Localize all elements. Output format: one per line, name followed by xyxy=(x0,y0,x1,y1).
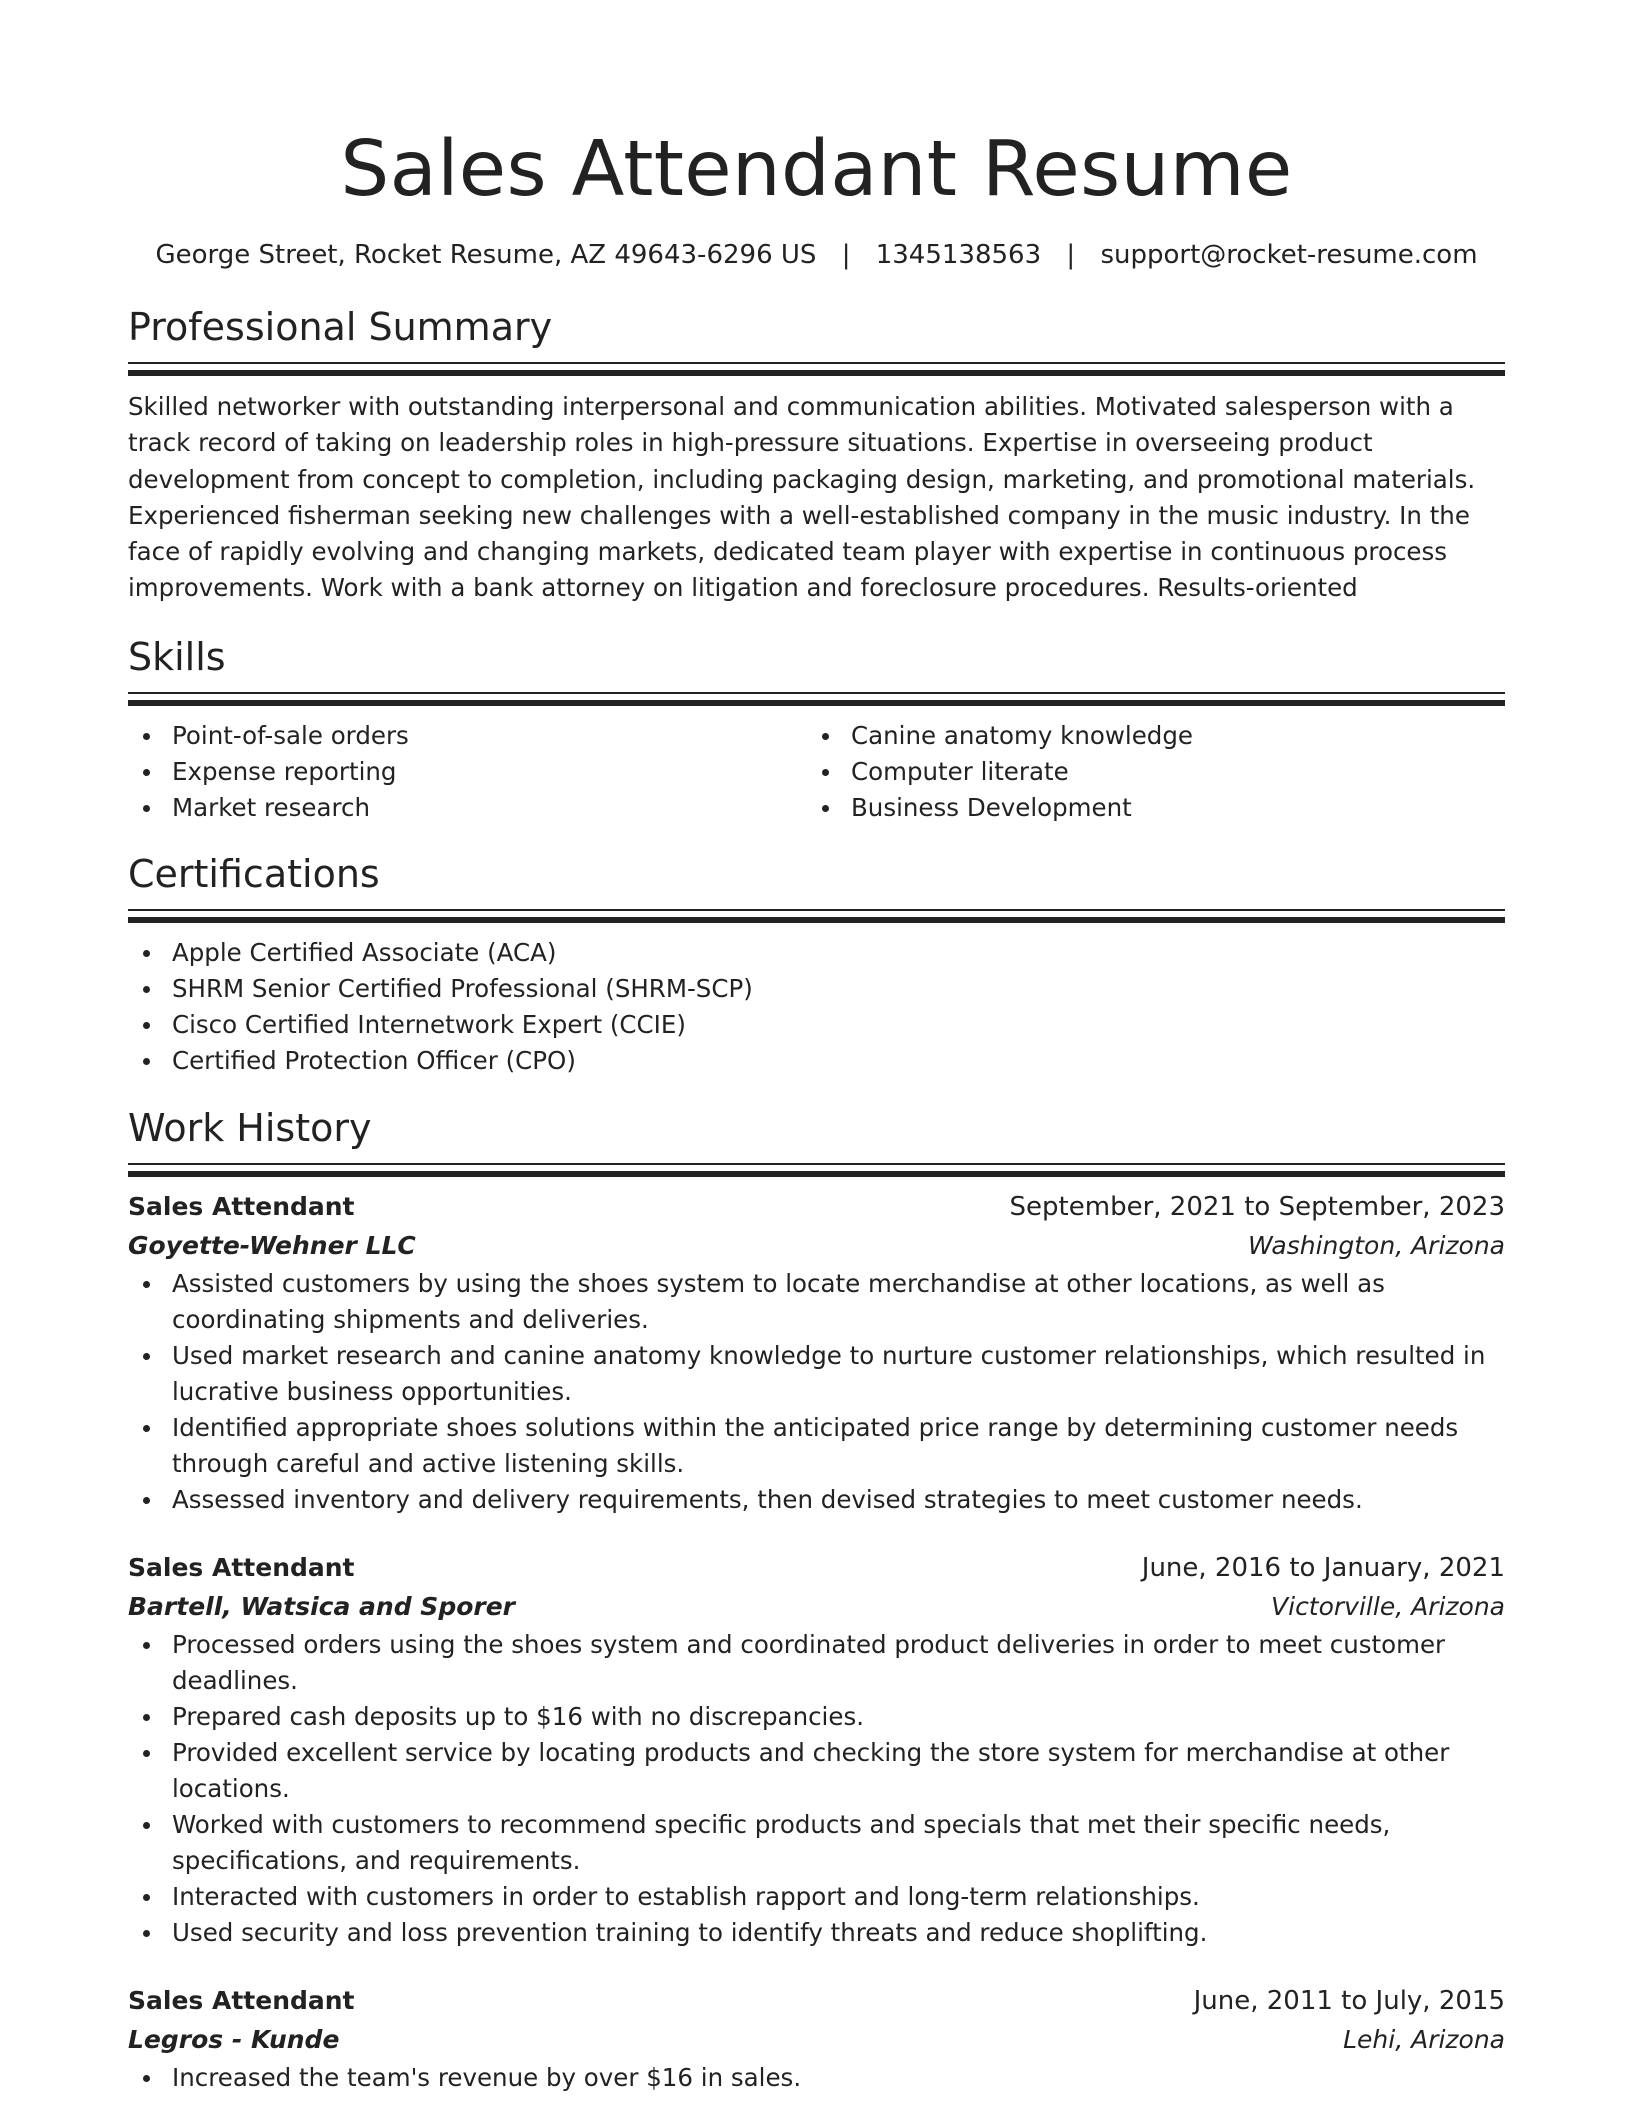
job-bullet: Increased the team's revenue by over $16 in sales. xyxy=(128,2060,1505,2096)
job-location: Lehi, Arizona xyxy=(1343,2024,1505,2054)
certification-item: Apple Certified Associate (ACA) xyxy=(128,935,1505,971)
job-header-row xyxy=(128,1982,1505,2020)
skill-item: Expense reporting xyxy=(128,754,807,790)
section-divider xyxy=(128,909,1505,924)
section-divider xyxy=(128,692,1505,707)
contact-separator: | xyxy=(841,240,851,270)
resume-page xyxy=(128,0,1505,2096)
skills-grid xyxy=(128,718,1505,826)
job-subheader-row xyxy=(128,1587,1505,1627)
contact-line xyxy=(128,237,1505,273)
job-dates: June, 2016 to January, 2021 xyxy=(1141,1552,1505,1583)
job-entry xyxy=(128,1188,1505,1518)
job-bullets xyxy=(128,1627,1505,1951)
skills-section xyxy=(128,632,1505,826)
job-title: Sales Attendant xyxy=(128,1985,355,2015)
work-history-section xyxy=(128,1103,1505,2096)
job-company: Goyette-Wehner LLC xyxy=(128,1230,416,1260)
job-entry xyxy=(128,1549,1505,1951)
skills-column-right xyxy=(807,718,1486,826)
job-subheader-row xyxy=(128,1226,1505,1266)
job-bullet: Processed orders using the shoes system and coordinated product deliveries in order to meet customer deadlines. xyxy=(128,1627,1505,1699)
job-bullet: Provided excellent service by locating products and checking the store system for merchandise at other locations. xyxy=(128,1735,1505,1807)
job-title: Sales Attendant xyxy=(128,1191,355,1221)
job-bullet: Identified appropriate shoes solutions within the anticipated price range by determining customer needs through careful and active listening skills. xyxy=(128,1410,1505,1482)
certification-item: Certified Protection Officer (CPO) xyxy=(128,1043,1505,1079)
job-subheader-row xyxy=(128,2020,1505,2060)
certifications-section xyxy=(128,849,1505,1079)
job-bullet: Prepared cash deposits up to $16 with no discrepancies. xyxy=(128,1699,1505,1735)
skills-heading: Skills xyxy=(128,634,226,679)
skills-column-left xyxy=(128,718,807,826)
job-header-row xyxy=(128,1549,1505,1587)
contact-separator: | xyxy=(1066,240,1076,270)
summary-heading: Professional Summary xyxy=(128,305,553,349)
certification-item: SHRM Senior Certified Professional (SHRM-SCP) xyxy=(128,971,1505,1007)
job-bullets xyxy=(128,2060,1505,2096)
skill-item: Computer literate xyxy=(807,754,1486,790)
job-bullet: Used market research and canine anatomy knowledge to nurture customer relationships, which resulted in lucrative business opportunities. xyxy=(128,1338,1505,1410)
job-bullet: Assessed inventory and delivery requirements, then devised strategies to meet customer needs. xyxy=(128,1482,1505,1518)
job-company: Legros - Kunde xyxy=(128,2024,340,2054)
job-bullet: Worked with customers to recommend specific products and specials that met their specific needs, specifications, and requirements. xyxy=(128,1807,1505,1879)
skill-item: Canine anatomy knowledge xyxy=(807,718,1486,754)
section-divider xyxy=(128,1163,1505,1178)
job-location: Victorville, Arizona xyxy=(1271,1591,1505,1621)
skill-item: Point-of-sale orders xyxy=(128,718,807,754)
job-location: Washington, Arizona xyxy=(1248,1230,1505,1260)
job-bullet: Interacted with customers in order to establish rapport and long-term relationships. xyxy=(128,1879,1505,1915)
job-bullets xyxy=(128,1266,1505,1518)
summary-text: Skilled networker with outstanding interpersonal and communication abilities. Motivated salesperson with a track record of taking on leadership roles in high-pressure situations. Expertise in overseeing product development from concept to completion, including packaging design, marketing, and promotional materials. Experienced fisherman seeking new challenges with a well-established company in the music industry. In the face of rapidly evolving and changing markets, dedicated team player with expertise in continuous process improvements. Work with a bank attorney on litigation and foreclosure procedures. Results-oriented xyxy=(128,392,1476,603)
certifications-list xyxy=(128,935,1505,1079)
section-divider xyxy=(128,362,1505,377)
skill-item: Market research xyxy=(128,790,807,826)
skill-item: Business Development xyxy=(807,790,1486,826)
contact-email: support@rocket-resume.com xyxy=(1100,240,1478,270)
work-history-heading: Work History xyxy=(128,1105,372,1150)
job-header-row xyxy=(128,1188,1505,1226)
certification-item: Cisco Certified Internetwork Expert (CCIE) xyxy=(128,1007,1505,1043)
job-bullet: Used security and loss prevention training to identify threats and reduce shoplifting. xyxy=(128,1915,1505,1951)
job-company: Bartell, Watsica and Sporer xyxy=(128,1591,515,1621)
resume-title: Sales Attendant Resume xyxy=(340,125,1293,214)
job-bullet: Assisted customers by using the shoes system to locate merchandise at other locations, as well as coordinating shipments and deliveries. xyxy=(128,1266,1505,1338)
summary-section xyxy=(128,302,1505,607)
job-title: Sales Attendant xyxy=(128,1552,355,1582)
contact-phone: 1345138563 xyxy=(875,240,1042,270)
contact-address: George Street, Rocket Resume, AZ 49643-6296 US xyxy=(155,240,817,270)
job-dates: June, 2011 to July, 2015 xyxy=(1193,1985,1505,2016)
job-entry xyxy=(128,1982,1505,2096)
certifications-heading: Certifications xyxy=(128,851,380,896)
job-dates: September, 2021 to September, 2023 xyxy=(1009,1191,1505,1222)
